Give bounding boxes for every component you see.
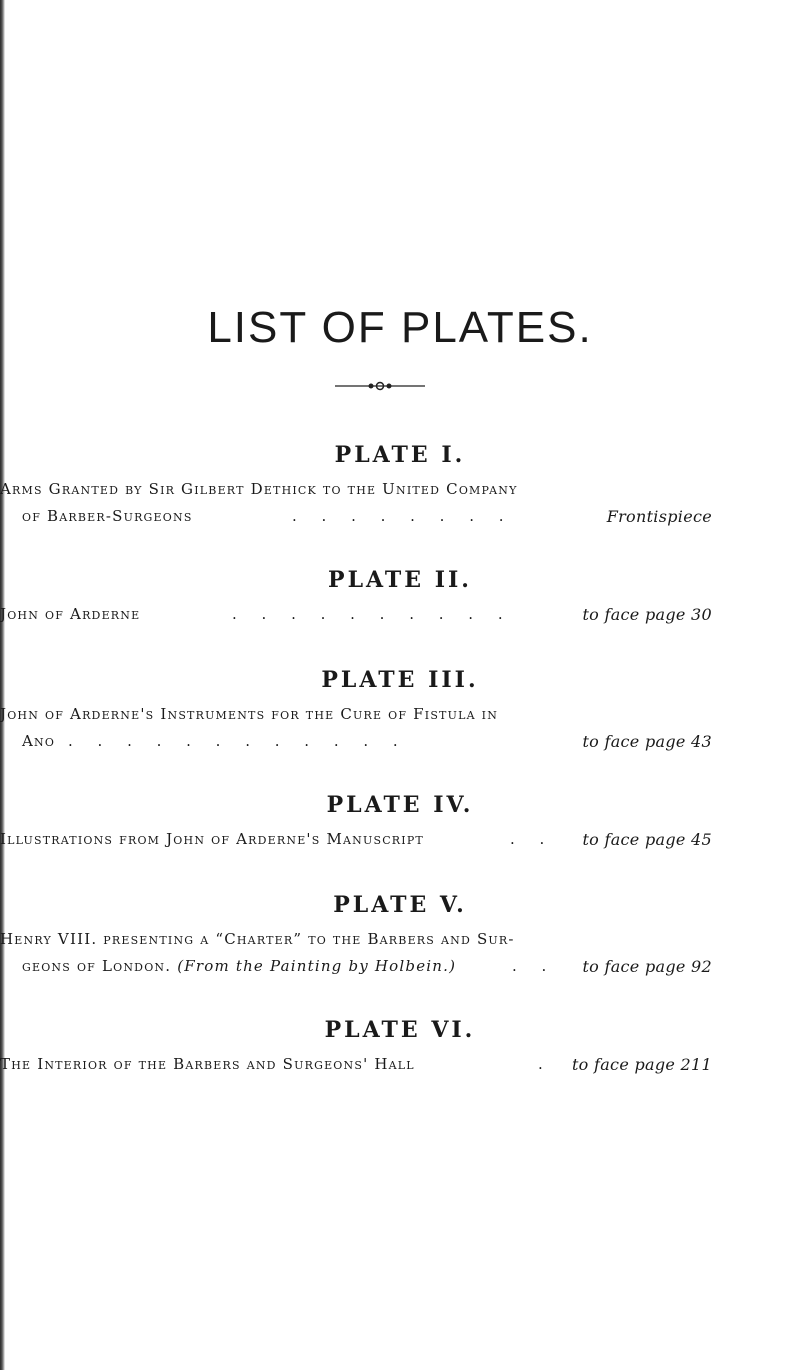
entry-description-text: geons of London. — [22, 957, 172, 975]
divider-ornament — [335, 380, 425, 392]
entry-description: The Interior of the Barbers and Surgeons' Hall — [0, 1055, 415, 1073]
plate-heading: PLATE VI. — [324, 1017, 476, 1043]
dot-leader: . . . . . . . . . . . . — [68, 732, 408, 750]
plate-heading: PLATE I. — [334, 442, 466, 468]
entry-description: John of Arderne's Instruments for the Cure of Fistula in — [0, 705, 499, 723]
plate-heading: PLATE III. — [321, 667, 479, 693]
dot-leader: . . — [510, 830, 555, 848]
entry-description-continued: Ano — [22, 732, 56, 750]
entry-line — [0, 601, 800, 628]
page-reference: Frontispiece — [606, 507, 712, 526]
plate-entry-3 — [0, 665, 800, 755]
dot-leader: . . — [512, 957, 557, 975]
plate-heading: PLATE IV. — [326, 792, 474, 818]
entry-line — [0, 701, 800, 728]
page-reference: to face page 92 — [582, 957, 712, 976]
entry-description-continued: of Barber-Surgeons — [22, 507, 193, 525]
entry-description: John of Arderne — [0, 605, 141, 623]
plate-entry-6 — [0, 1015, 800, 1078]
dot-leader: . . . . . . . . . . — [232, 605, 513, 623]
entry-line — [0, 728, 800, 755]
entry-line — [0, 503, 800, 530]
entry-line — [0, 826, 800, 853]
entry-description: Illustrations from John of Arderne's Manuscript — [0, 830, 424, 848]
plate-entry-5 — [0, 890, 800, 980]
entry-line — [0, 926, 800, 953]
page-reference: to face page 211 — [571, 1055, 712, 1074]
plate-heading: PLATE V. — [333, 892, 467, 918]
entry-line — [0, 1051, 800, 1078]
plate-heading: PLATE II. — [328, 567, 472, 593]
page-title: LIST OF PLATES. — [207, 303, 593, 352]
dot-leader: . — [538, 1055, 553, 1073]
page-reference: to face page 45 — [582, 830, 712, 849]
entry-line — [0, 476, 800, 503]
entry-description: Henry VIII. presenting a “Charter” to the Barbers and Sur- — [0, 930, 515, 948]
entry-source-note: (From the Painting by Holbein.) — [177, 957, 457, 975]
page-reference: to face page 43 — [582, 732, 712, 751]
entry-description: Arms Granted by Sir Gilbert Dethick to the United Company — [0, 480, 518, 498]
page-reference: to face page 30 — [582, 605, 712, 624]
plate-entry-1 — [0, 440, 800, 530]
plate-entry-4 — [0, 790, 800, 853]
entry-line — [0, 953, 800, 980]
entry-description-continued — [22, 953, 456, 980]
plate-entry-2 — [0, 565, 800, 628]
dot-leader: . . . . . . . . — [292, 507, 514, 525]
